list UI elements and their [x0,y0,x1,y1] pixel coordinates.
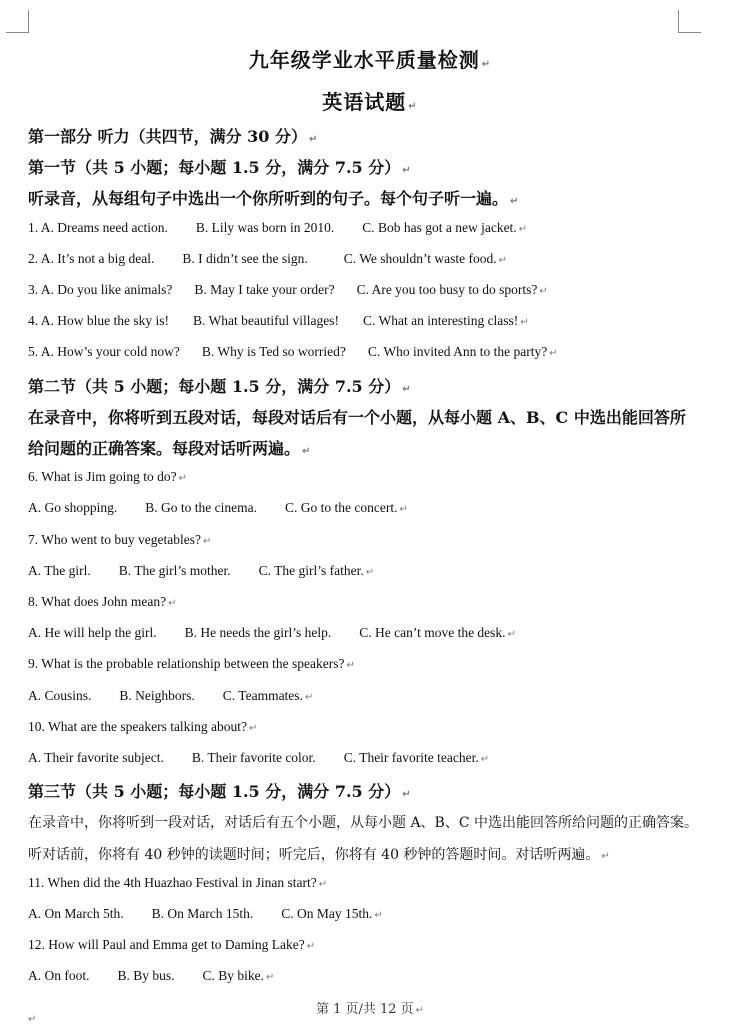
section1-heading: 第一节（共 5 小题；每小题 1.5 分，满分 7.5 分） ↵ [28,158,411,177]
s1-item-5: 5. A. How’s your cold now? B. Why is Ted so worried? C. Who invited Ann to the party? ↵ [28,344,558,359]
section3-instruction-1: 在录音中，你将听到一段对话，对话后有五个小题，从每小题 A、B、C 中选出能回答所给问题的正确答案。 [28,815,699,831]
s2-options-8: A. He will help the girl. B. He needs the girl’s help. C. He can’t move the desk. ↵ [28,625,516,640]
s2-question-7: 7. Who went to buy vegetables? ↵ [28,532,212,547]
crop-mark-right [678,10,701,33]
paragraph-mark: ↵ [28,1014,37,1025]
part1-heading: 第一部分 听力（共四节，满分 30 分） ↵ [28,127,318,146]
section2-instruction-1: 在录音中，你将听到五段对话，每段对话后有一个小题，从每小题 A、B、C 中选出能回答所 [28,408,686,427]
exam-subtitle: 英语试题 ↵ [322,90,418,114]
s2-options-9: A. Cousins. B. Neighbors. C. Teammates. ↵ [28,688,314,703]
s2-options-10: A. Their favorite subject. B. Their favorite color. C. Their favorite teacher. ↵ [28,750,490,765]
section2-heading: 第二节（共 5 小题；每小题 1.5 分，满分 7.5 分） ↵ [28,377,411,396]
s2-question-10: 10. What are the speakers talking about? ↵ [28,719,258,734]
exam-title: 九年级学业水平质量检测 ↵ [248,48,492,72]
section2-instruction-2: 给问题的正确答案。每段对话听两遍。 ↵ [28,439,311,458]
s1-item-1: 1. A. Dreams need action. B. Lily was born in 2010. C. Bob has got a new jacket. ↵ [28,220,528,235]
s3-question-12: 12. How will Paul and Emma get to Daming Lake? ↵ [28,937,316,952]
s3-options-12: A. On foot. B. By bus. C. By bike. ↵ [28,968,275,983]
s2-options-7: A. The girl. B. The girl’s mother. C. The girl’s father. ↵ [28,563,375,578]
section3-instruction-2: 听对话前，你将有 40 秒钟的读题时间；听完后，你将有 40 秒钟的答题时间。对话听两遍。 ↵ [28,847,610,863]
s2-question-6: 6. What is Jim going to do? ↵ [28,469,188,484]
section3-heading: 第三节（共 5 小题；每小题 1.5 分，满分 7.5 分） ↵ [28,782,411,801]
s3-options-11: A. On March 5th. B. On March 15th. C. On May 15th. ↵ [28,906,383,921]
s2-question-8: 8. What does John mean? ↵ [28,594,177,609]
crop-mark-left [6,10,29,33]
s2-options-6: A. Go shopping. B. Go to the cinema. C. Go to the concert. ↵ [28,500,408,515]
s1-item-4: 4. A. How blue the sky is! B. What beautiful villages! C. What an interesting class! ↵ [28,313,529,328]
s2-question-9: 9. What is the probable relationship between the speakers? ↵ [28,656,355,671]
s1-item-2: 2. A. It’s not a big deal. B. I didn’t see the sign. C. We shouldn’t waste food. ↵ [28,251,508,266]
s3-question-11: 11. When did the 4th Huazhao Festival in Jinan start? ↵ [28,875,328,890]
page-footer: 第 1 页/共 12 页 ↵ [315,1002,425,1017]
section1-instruction: 听录音，从每组句子中选出一个你所听到的句子。每个句子听一遍。 ↵ [28,189,519,208]
s1-item-3: 3. A. Do you like animals? B. May I take your order? C. Are you too busy to do sports? ↵ [28,282,548,297]
